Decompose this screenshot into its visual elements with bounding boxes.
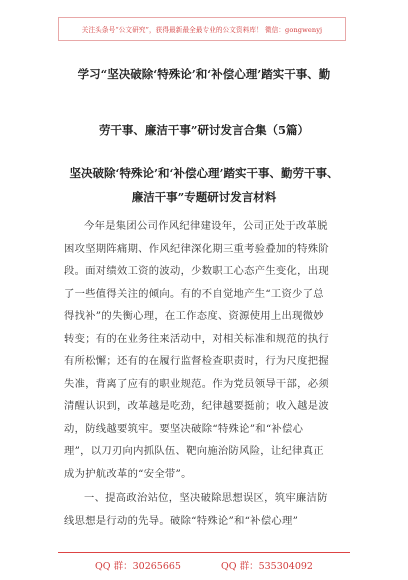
body-line: 动，防线越要筑牢。要坚决破除“特殊论”和“补偿心 (64, 423, 304, 435)
body-line: 今年是集团公司作风纪律建设年，公司正处于改革脱 (84, 220, 328, 232)
header-notice-text: 关注头条号“公文研究”，获得最新最全最专业的公文资料库！ 微信：gongwenyj (81, 26, 323, 34)
footer-qq-group-1: QQ 群：30265665 (95, 561, 181, 572)
body-line: 理”，以刀刃向内抓队伍、靶向施治防风险，让纪律真正 (64, 445, 324, 457)
document-title-line-1: 学习“坚决破除‘特殊论’和‘补偿心理’踏实干事、勤 (77, 67, 331, 81)
body-line: 了一些值得关注的倾向。有的不自觉地产生“工资少了总 (64, 288, 324, 300)
body-line: 成为护航改革的“安全带”。 (64, 468, 192, 480)
document-title-line-2: 劳干事、廉洁干事”研讨发言合集（5篇） (98, 123, 310, 137)
body-line: 清醒认识到，改革越是吃劲，纪律越要挺前；收入越是波 (64, 400, 329, 412)
footer-divider (58, 552, 350, 553)
document-subtitle-line-2: 廉洁干事”专题研讨发言材料 (131, 190, 277, 204)
body-line: 得找补”的失衡心理，在工作态度、资源使用上出现微妙 (64, 310, 324, 322)
body-line: 失准，背离了应有的职业规范。作为党员领导干部，必须 (64, 378, 329, 390)
body-line: 困攻坚期阵痛期、作风纪律深化期三重考验叠加的特殊阶 (64, 243, 329, 255)
footer-contacts (0, 558, 408, 572)
body-line: 线思想是行动的先导。破除“特殊论”和“补偿心理” (64, 515, 299, 527)
footer-qq-group-2: QQ 群：535304092 (220, 561, 313, 572)
header-notice-box (58, 17, 346, 41)
body-line: 转变；有的在业务往来活动中，对相关标准和规范的执行 (64, 333, 329, 345)
document-subtitle-line-1: 坚决破除‘特殊论’和‘补偿心理’踏实干事、勤劳干事、 (69, 166, 339, 180)
body-line: 有所松懈；还有的在履行监督检查职责时，行为尺度把握 (64, 355, 329, 367)
body-line: 段。面对绩效工资的波动，少数职工心态产生变化，出现 (64, 265, 329, 277)
body-line: 一、提高政治站位，坚决破除思想误区，筑牢廉洁防 (84, 492, 328, 504)
